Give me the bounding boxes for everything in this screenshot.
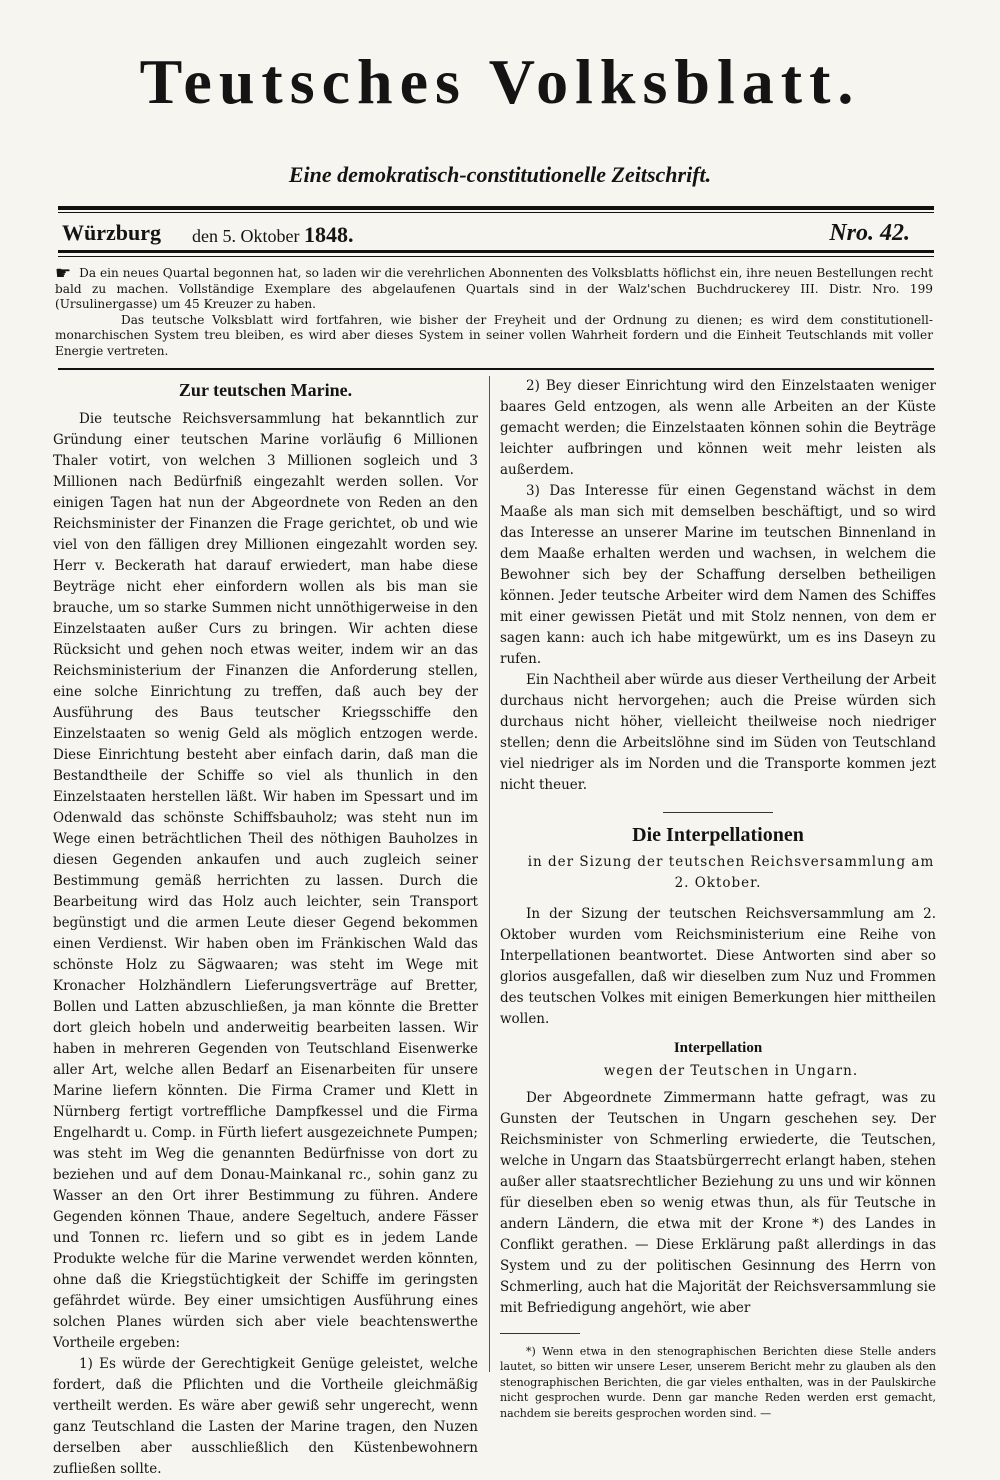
newspaper-title: Teutsches Volksblatt.: [139, 46, 861, 117]
footnote: *) Wenn etwa in den stenographischen Berichten diese Stelle anders lautet, so bitten wir unsere Leser, unserem Bericht mehr zu glauben als den stenographischen Berichten, die gar vieles enthalten, was in der Paulskirche nicht gesprochen wurde. Denn gar manche Reden werden erst gemacht, nachdem sie bereits gesprochen worden sind. —: [500, 1345, 936, 1420]
masthead: [0, 40, 1000, 188]
article-subheading: in der Sizung der teutschen Reichsversammlung am 2. Oktober.: [527, 854, 935, 891]
article-heading-interpellationen: Die Interpellationen: [632, 824, 804, 846]
article-paragraph: Der Abgeordnete Zimmermann hatte gefragt, was zu Gunsten der Teutschen in Ungarn geschehen sey. Der Reichsminister von Schmerling erwiederte, die Teutschen, welche in Ungarn das Staatsbürgerrecht erlangt haben, stehen außer aller staatsrechtlicher Beziehung zu uns und wir können für dieselben eben so wenig etwas thun, als für Teutsche in andern Ländern, die etwa mit der Krone *) des Landes in Conflikt gerathen. — Diese Erklärung paßt allerdings in das System und zu der politischen Gesinnung des Herrn von Schmerling, auch hat die Majorität der Reichsversammlung sie mit Befriedigung angehört, wie aber: [500, 1090, 936, 1316]
notice-paragraph-1: [55, 263, 933, 313]
subscription-notice: [55, 263, 933, 360]
column-left: [53, 376, 478, 1480]
dateline: [62, 220, 932, 246]
article-paragraph: In der Sizung der teutschen Reichsversammlung am 2. Oktober wurden vom Reichsministerium eine Reihe von Interpellationen beantwortet. Diese Antworten sind aber so glorios ausgefallen, daß wir dieselben zum Nuz und Frommen des teutschen Volkes mit einigen Bemerkungen hier mittheilen wollen.: [500, 906, 936, 1027]
dateline-rule-thin: [58, 256, 934, 257]
dateline-place: Würzburg: [62, 220, 161, 245]
interpellation-heading: Interpellation: [673, 1040, 763, 1056]
dateline-date-text: den 5. Oktober: [192, 226, 300, 246]
interpellation-subheading: wegen der Teutschen in Ungarn.: [603, 1063, 859, 1079]
column-separator: [489, 376, 490, 1372]
article-paragraph: 1) Es würde der Gerechtigkeit Genüge geleistet, welche fordert, daß die Pflichten und die Vortheile gleichmäßig vertheilt werden. Es wäre aber gewiß sehr ungerecht, wenn ganz Teutschland die Lasten der Marine tragen, den Nuzen derselben aber ausschließlich den Küstenbewohnern zufließen sollte.: [53, 1356, 478, 1477]
footnote-rule: [500, 1333, 580, 1334]
pointing-hand-icon: ☛: [55, 263, 72, 284]
article-heading-marine: Zur teutschen Marine.: [178, 380, 353, 400]
article-paragraph: Ein Nachtheil aber würde aus dieser Vertheilung der Arbeit durchaus nicht hervorgehen; auch die Preise würden sich durchaus nicht höher, vielleicht theilweise noch niedriger stellen; denn die Arbeitslöhne sind im Süden von Teutschland viel niedriger als im Norden und die Transporte kommen jezt nicht theuer.: [500, 672, 936, 793]
article-paragraph: 2) Bey dieser Einrichtung wird den Einzelstaaten weniger baares Geld entzogen, als wenn alle Arbeiten an der Küste gemacht werden; die Einzelstaaten können sohin die Beyträge leichter aufbringen und können weit mehr leisten als außerdem.: [500, 378, 936, 478]
top-double-rule-thick: [58, 206, 934, 210]
dateline-year: 1848.: [303, 222, 354, 247]
dateline-rule-thick: [58, 250, 934, 253]
newspaper-subtitle: Eine demokratisch-constitutionelle Zeitschrift.: [288, 162, 712, 187]
article-paragraph: Die teutsche Reichsversammlung hat bekanntlich zur Gründung einer teutschen Marine vorläufig 6 Millionen Thaler votirt, von welchen 3 Millionen sogleich und 3 Millionen nach Bedürfniß eingezahlt werden sollen. Vor einigen Tagen hat nun der Abgeordnete von Reden an den Reichsminister der Finanzen die Frage gerichtet, ob und wie viel von den fälligen drey Millionen eingezahlt worden sey. Herr v. Beckerath hat darauf erwiedert, man habe diese Beyträge nicht eher einfordern wollen als bis man sie brauche, um so starke Summen nicht unnöthigerweise in den Einzelstaaten außer Curs zu bringen. Wir achten diese Rücksicht und gehen noch etwas weiter, indem wir an das Reichsministerium der Finanzen die Anforderung stellen, eine solche Einrichtung zu treffen, daß auch bey der Ausführung des Baus teutscher Kriegsschiffe den Einzelstaaten so wenig Geld als möglich entzogen werde. Diese Einrichtung besteht aber einfach darin, daß man die Bestandtheile der Schiffe so viel als thunlich in den Einzelstaaten herstellen läßt. Wir haben im Spessart und im Odenwald das schönste Schiffsbauholz; was steht nun im Wege einen beträchtlichen Theil des nöthigen Bauholzes in diesen Gegenden ankaufen und auch zugleich seiner Bestimmung gemäß herrichten zu lassen. Durch die Bearbeitung wird das Holz auch leichter, sein Transport begünstigt und die armen Leute dieser Gegend bekommen einen Verdienst. Wir haben oben im Fränkischen Wald das schönste Holz zu Sägwaaren; was steht im Wege mit Kronacher Holzhändlern Lieferungsverträge auf Bretter, Bollen und Latten abzuschließen, ja man könnte die Bretter dort gleich hobeln und anderweitig bearbeiten lassen. Wir haben in mehreren Gegenden von Teutschland Eisenwerke aller Art, welche allen Bedarf an Eisenarbeiten für unsere Marine liefern könnten. Die Firma Cramer und Klett in Nürnberg fertigt vortreffliche Dampfkessel und die Firma Engelhardt u. Comp. in Fürth liefert ausgezeichnete Pumpen; was steht im Weg die genannten Bedürfnisse von dort zu beziehen und auf dem Donau-Mainkanal rc., sohin ganz zu Wasser an den Ort ihrer Bestimmung zu führen. Andere Gegenden können Thaue, andere Segeltuch, andere Fässer und Tonnen rc. liefern und so gibt es in jedem Lande Produkte welche für die Marine verwendet werden könnten, ohne daß die Kriegstüchtigkeit der Schiffe im geringsten gefährdet würde. Bey einer umsichtigen Ausführung eines solchen Planes würden sich aber viele beachtenswerthe Vortheile ergeben:: [53, 411, 478, 1351]
issue-number: Nro. 42.: [829, 220, 910, 246]
column-right: [500, 376, 936, 1421]
top-double-rule-thin: [58, 212, 934, 213]
article-divider: [663, 812, 773, 813]
notice-text-1: Da ein neues Quartal begonnen hat, so laden wir die verehrlichen Abonnenten des Volksblatts höflichst ein, ihre neuen Bestellungen recht bald zu machen. Vollständige Exemplare des abgelaufenen Quartals sind in der Walz'schen Buchdruckerey III. Distr. Nro. 199 (Ursulinergasse) um 45 Kreuzer zu haben.: [55, 266, 933, 312]
notice-rule: [58, 368, 934, 370]
article-paragraph: 3) Das Interesse für einen Gegenstand wächst in dem Maaße als man sich mit demselben beschäftigt, und so wird das Interesse an unserer Marine im teutschen Binnenland in dem Maaße erhalten werden und wachsen, in welchem die Bewohner sich bey der Schaffung derselben betheiligen können. Jeder teutsche Arbeiter wird dem Namen des Schiffes mit einer gewissen Pietät und mit Stolz nennen, von dem er sagen kann: auch ich habe mitgewürkt, um es ins Daseyn zu rufen.: [500, 483, 936, 667]
notice-paragraph-2: Das teutsche Volksblatt wird fortfahren, wie bisher der Freyheit und der Ordnung zu dienen; es wird dem constitutionell-monarchischen System treu bleiben, es wird aber dieses System in seiner vollen Wahrheit fordern und die Einheit Teutschlands mit voller Energie vertreten.: [55, 312, 933, 358]
dateline-date: [192, 222, 353, 248]
